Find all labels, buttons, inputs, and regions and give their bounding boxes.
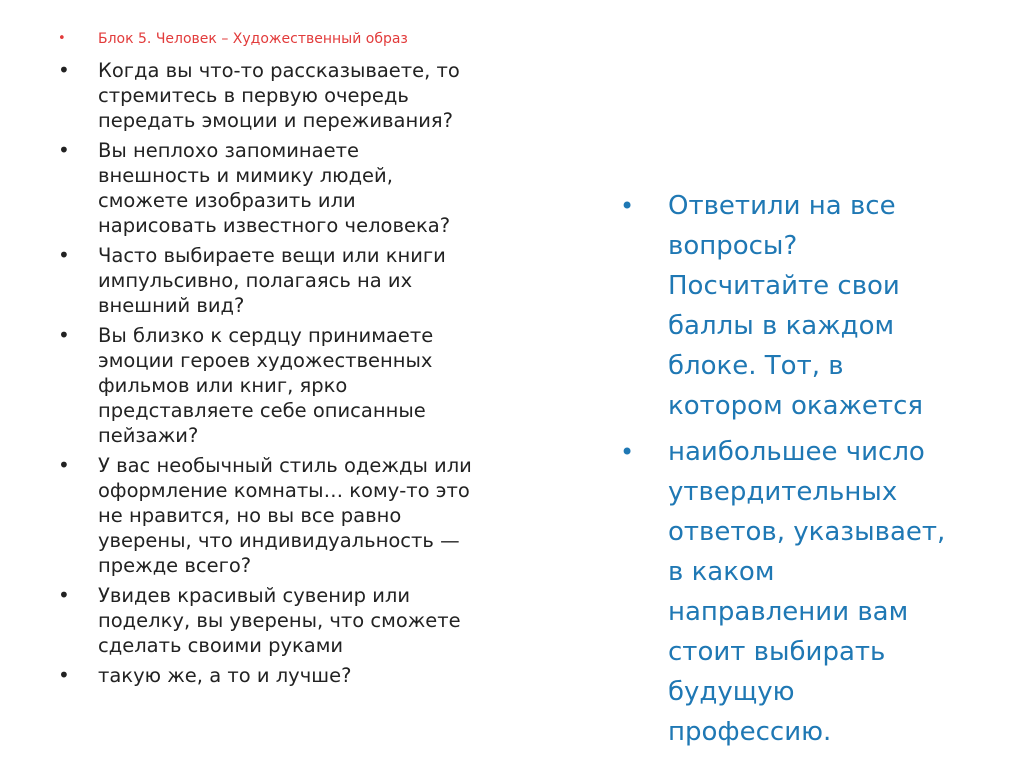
question-item bbox=[58, 138, 578, 238]
question-item bbox=[58, 323, 578, 448]
bullet-icon: • bbox=[58, 323, 70, 347]
question-item bbox=[58, 583, 578, 658]
questions-column bbox=[58, 30, 578, 693]
question-text: Вы близко к сердцу принимаете эмоции героев художественных фильмов или книг, ярко представляете себе описанные пейзажи? bbox=[98, 324, 434, 447]
bullet-icon: • bbox=[58, 453, 70, 477]
instruction-list bbox=[620, 186, 1010, 752]
question-item bbox=[58, 58, 578, 133]
question-item bbox=[58, 243, 578, 318]
bullet-icon: • bbox=[58, 583, 70, 607]
question-text: Увидев красивый сувенир или поделку, вы уверены, что сможете сделать своими руками bbox=[98, 584, 461, 657]
bullet-icon: • bbox=[620, 438, 635, 466]
instruction-text: наибольшее число утвердительных ответов, указывает, в каком направлении вам стоит выбирать будущую профессию. bbox=[668, 437, 946, 747]
instructions-column bbox=[620, 186, 1010, 758]
question-item bbox=[58, 663, 578, 688]
block-heading bbox=[58, 30, 578, 48]
bullet-icon: • bbox=[58, 243, 70, 267]
instruction-text: Ответили на все вопросы? Посчитайте свои баллы в каждом блоке. Тот, в котором окажется bbox=[668, 191, 923, 421]
instruction-item bbox=[620, 432, 1010, 752]
question-text: Вы неплохо запоминаете внешность и мимику людей, сможете изобразить или нарисовать известного человека? bbox=[98, 139, 451, 237]
block-heading-text: Блок 5. Человек – Художественный образ bbox=[98, 31, 408, 47]
bullet-icon: • bbox=[58, 58, 70, 82]
instruction-item bbox=[620, 186, 1010, 426]
bullet-icon: • bbox=[58, 138, 70, 162]
bullet-icon: • bbox=[58, 663, 70, 687]
question-text: такую же, а то и лучше? bbox=[98, 664, 352, 687]
heading-bullet-icon: • bbox=[58, 31, 66, 46]
question-item bbox=[58, 453, 578, 578]
question-list bbox=[58, 58, 578, 688]
bullet-icon: • bbox=[620, 192, 635, 220]
question-text: У вас необычный стиль одежды или оформление комнаты… кому-то это не нравится, но вы все равно уверены, что индивидуальность — прежде всего? bbox=[98, 454, 472, 577]
question-text: Часто выбираете вещи или книги импульсивно, полагаясь на их внешний вид? bbox=[98, 244, 446, 317]
question-text: Когда вы что-то рассказываете, то стремитесь в первую очередь передать эмоции и переживания? bbox=[98, 59, 460, 132]
